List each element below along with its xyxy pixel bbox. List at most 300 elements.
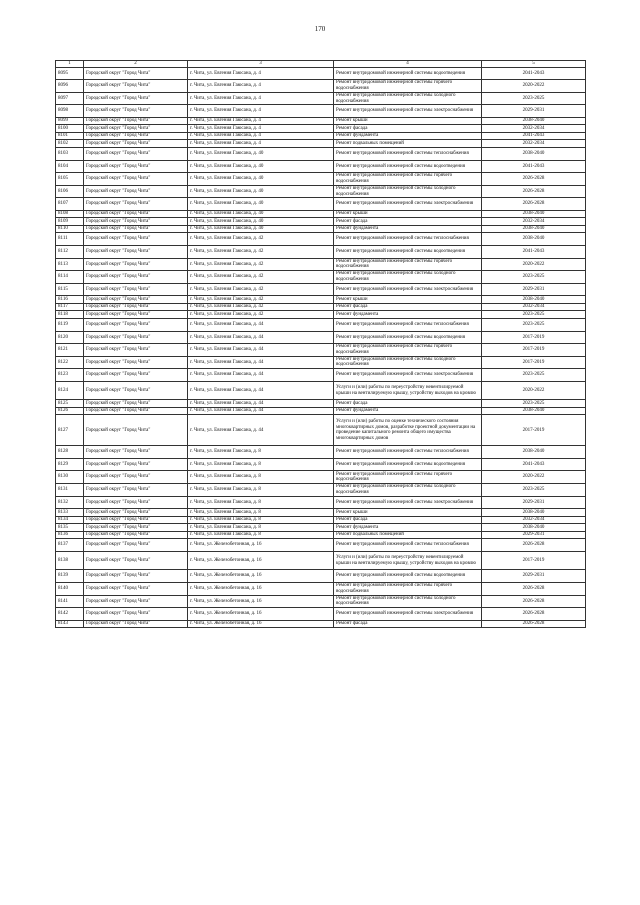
cell-work-type: Ремонт крыши: [334, 117, 482, 125]
cell-work-type: Ремонт внутридомовой инженерной системы горячего водоснабжения: [334, 471, 482, 484]
cell-address: г. Чита, ул. Евгения Гаюсана, д. 8: [188, 531, 334, 539]
table-row: [56, 381, 586, 400]
table-row: [56, 446, 586, 459]
cell-work-type: Ремонт внутридомовой инженерной системы водоотведения: [334, 331, 482, 344]
table-row: [56, 570, 586, 583]
cell-work-type: Ремонт внутридомовой инженерной системы теплоснабжения: [334, 539, 482, 552]
cell-period: 2026-2028: [482, 583, 586, 596]
cell-period: 2020-2022: [482, 80, 586, 93]
cell-period: 2026-2028: [482, 608, 586, 621]
cell-address: г. Чита, ул. Евгения Гаюсана, д. 44: [188, 400, 334, 408]
cell-municipality: Городской округ "Город Чита": [84, 484, 188, 497]
table-row: [56, 311, 586, 319]
cell-work-type: Ремонт фасада: [334, 125, 482, 133]
cell-period: 2026-2028: [482, 620, 586, 628]
table-row: [56, 531, 586, 539]
cell-municipality: Городской округ "Город Чита": [84, 407, 188, 415]
table-row: [56, 296, 586, 304]
table-row: [56, 173, 586, 186]
table-row: [56, 218, 586, 226]
cell-period: 2020-2022: [482, 381, 586, 400]
cell-work-type: Ремонт внутридомовой инженерной системы теплоснабжения: [334, 233, 482, 246]
cell-address: г. Чита, ул. Евгения Гаюсана, д. 8: [188, 458, 334, 471]
cell-municipality: Городской округ "Город Чита": [84, 356, 188, 369]
cell-address: г. Чита, ул. Евгения Гаюсана, д. 42: [188, 303, 334, 311]
cell-work-type: Ремонт фундамента: [334, 311, 482, 319]
table-row: [56, 160, 586, 173]
cell-address: г. Чита, ул. Евгения Гаюсана, д. 42: [188, 258, 334, 271]
header-col-1: 1: [56, 61, 84, 68]
cell-row-number: 8131: [56, 484, 84, 497]
table-body: [56, 61, 586, 628]
cell-municipality: Городской округ "Город Чита": [84, 67, 188, 80]
cell-period: 2023-2025: [482, 271, 586, 284]
cell-work-type: Ремонт внутридомовой инженерной системы холодного водоснабжения: [334, 185, 482, 198]
cell-row-number: 8123: [56, 369, 84, 382]
capital-repair-table: [55, 60, 586, 628]
cell-row-number: 8111: [56, 233, 84, 246]
cell-municipality: Городской округ "Город Чита": [84, 318, 188, 331]
cell-work-type: Ремонт подвальных помещений: [334, 140, 482, 148]
cell-period: 2029-2031: [482, 531, 586, 539]
cell-work-type: Ремонт фундамента: [334, 132, 482, 140]
table-row: [56, 318, 586, 331]
cell-row-number: 8127: [56, 415, 84, 446]
cell-row-number: 8128: [56, 446, 84, 459]
cell-period: 2026-2028: [482, 185, 586, 198]
table-row: [56, 80, 586, 93]
cell-period: 2023-2025: [482, 369, 586, 382]
cell-row-number: 8108: [56, 210, 84, 218]
cell-municipality: Городской округ "Город Чита": [84, 344, 188, 357]
cell-address: г. Чита, ул. Евгения Гаюсана, д. 44: [188, 381, 334, 400]
cell-address: г. Чита, ул. Железобетонная, д. 16: [188, 595, 334, 608]
cell-row-number: 8134: [56, 516, 84, 524]
cell-address: г. Чита, ул. Железобетонная, д. 16: [188, 608, 334, 621]
table-row: [56, 539, 586, 552]
cell-address: г. Чита, ул. Железобетонная, д. 16: [188, 620, 334, 628]
cell-municipality: Городской округ "Город Чита": [84, 185, 188, 198]
cell-municipality: Городской округ "Город Чита": [84, 608, 188, 621]
header-col-4: 4: [334, 61, 482, 68]
cell-municipality: Городской округ "Город Чита": [84, 381, 188, 400]
cell-municipality: Городской округ "Город Чита": [84, 210, 188, 218]
cell-period: 2038-2040: [482, 210, 586, 218]
cell-row-number: 8116: [56, 296, 84, 304]
cell-period: 2038-2040: [482, 147, 586, 160]
table-row: [56, 210, 586, 218]
cell-row-number: 8138: [56, 551, 84, 570]
cell-address: г. Чита, ул. Евгения Гаюсана, д. 44: [188, 344, 334, 357]
cell-work-type: Ремонт фасада: [334, 303, 482, 311]
cell-municipality: Городской округ "Город Чита": [84, 160, 188, 173]
table-row: [56, 595, 586, 608]
cell-address: г. Чита, ул. Евгения Гаюсана, д. 42: [188, 283, 334, 296]
cell-period: 2038-2040: [482, 233, 586, 246]
cell-row-number: 8098: [56, 105, 84, 118]
table-row: [56, 198, 586, 211]
cell-work-type: Ремонт внутридомовой инженерной системы водоотведения: [334, 246, 482, 259]
cell-address: г. Чита, ул. Железобетонная, д. 16: [188, 570, 334, 583]
cell-row-number: 8103: [56, 147, 84, 160]
table-row: [56, 92, 586, 105]
cell-address: г. Чита, ул. Евгения Гаюсана, д. 40: [188, 218, 334, 226]
cell-municipality: Городской округ "Город Чита": [84, 296, 188, 304]
cell-row-number: 8129: [56, 458, 84, 471]
table-row: [56, 125, 586, 133]
cell-municipality: Городской округ "Город Чита": [84, 400, 188, 408]
cell-work-type: Услуги и (или) работы по переустройству невентилируемой крыши на вентилируемую крышу, устройству выходов на кровлю: [334, 381, 482, 400]
cell-municipality: Городской округ "Город Чита": [84, 415, 188, 446]
cell-period: 2029-2031: [482, 105, 586, 118]
cell-municipality: Городской округ "Город Чита": [84, 283, 188, 296]
cell-municipality: Городской округ "Город Чита": [84, 140, 188, 148]
cell-municipality: Городской округ "Город Чита": [84, 105, 188, 118]
cell-row-number: 8106: [56, 185, 84, 198]
cell-work-type: Ремонт внутридомовой инженерной системы горячего водоснабжения: [334, 173, 482, 186]
cell-work-type: Ремонт крыши: [334, 210, 482, 218]
cell-address: г. Чита, ул. Евгения Гаюсана, д. 8: [188, 516, 334, 524]
cell-period: 2041-2043: [482, 132, 586, 140]
cell-address: г. Чита, ул. Железобетонная, д. 16: [188, 583, 334, 596]
cell-municipality: Городской округ "Город Чита": [84, 524, 188, 532]
cell-address: г. Чита, ул. Евгения Гаюсана, д. 40: [188, 173, 334, 186]
table-row: [56, 303, 586, 311]
cell-period: 2038-2040: [482, 225, 586, 233]
cell-row-number: 8096: [56, 80, 84, 93]
cell-period: 2017-2019: [482, 415, 586, 446]
cell-work-type: Ремонт внутридомовой инженерной системы теплоснабжения: [334, 318, 482, 331]
cell-address: г. Чита, ул. Евгения Гаюсана, д. 4: [188, 117, 334, 125]
cell-row-number: 8139: [56, 570, 84, 583]
cell-work-type: Ремонт внутридомовой инженерной системы электроснабжения: [334, 369, 482, 382]
cell-row-number: 8142: [56, 608, 84, 621]
cell-row-number: 8105: [56, 173, 84, 186]
cell-work-type: Ремонт внутридомовой инженерной системы теплоснабжения: [334, 147, 482, 160]
table-row: [56, 140, 586, 148]
cell-address: г. Чита, ул. Евгения Гаюсана, д. 44: [188, 415, 334, 446]
cell-row-number: 8101: [56, 132, 84, 140]
table-row: [56, 185, 586, 198]
cell-address: г. Чита, ул. Евгения Гаюсана, д. 8: [188, 496, 334, 509]
cell-address: г. Чита, ул. Железобетонная, д. 16: [188, 539, 334, 552]
cell-row-number: 8110: [56, 225, 84, 233]
cell-municipality: Городской округ "Город Чита": [84, 132, 188, 140]
cell-period: 2032-2034: [482, 125, 586, 133]
cell-row-number: 8122: [56, 356, 84, 369]
cell-work-type: Ремонт внутридомовой инженерной системы теплоснабжения: [334, 446, 482, 459]
cell-row-number: 8112: [56, 246, 84, 259]
cell-address: г. Чита, ул. Евгения Гаюсана, д. 42: [188, 246, 334, 259]
table-row: [56, 471, 586, 484]
cell-municipality: Городской округ "Город Чита": [84, 80, 188, 93]
table-row: [56, 407, 586, 415]
cell-row-number: 8121: [56, 344, 84, 357]
cell-row-number: 8143: [56, 620, 84, 628]
cell-row-number: 8114: [56, 271, 84, 284]
cell-municipality: Городской округ "Город Чита": [84, 258, 188, 271]
cell-municipality: Городской округ "Город Чита": [84, 117, 188, 125]
cell-address: г. Чита, ул. Евгения Гаюсана, д. 44: [188, 331, 334, 344]
cell-municipality: Городской округ "Город Чита": [84, 595, 188, 608]
cell-municipality: Городской округ "Город Чита": [84, 583, 188, 596]
cell-work-type: Ремонт крыши: [334, 509, 482, 517]
table-row: [56, 369, 586, 382]
cell-work-type: Ремонт внутридомовой инженерной системы водоотведения: [334, 67, 482, 80]
cell-municipality: Городской округ "Город Чита": [84, 496, 188, 509]
cell-period: 2023-2025: [482, 484, 586, 497]
cell-municipality: Городской округ "Город Чита": [84, 539, 188, 552]
cell-period: 2038-2040: [482, 296, 586, 304]
cell-address: г. Чита, ул. Евгения Гаюсана, д. 44: [188, 369, 334, 382]
cell-period: 2023-2025: [482, 311, 586, 319]
cell-address: г. Чита, ул. Евгения Гаюсана, д. 8: [188, 446, 334, 459]
cell-row-number: 8104: [56, 160, 84, 173]
table-row: [56, 415, 586, 446]
cell-period: 2020-2022: [482, 471, 586, 484]
cell-address: г. Чита, ул. Евгения Гаюсана, д. 44: [188, 407, 334, 415]
cell-work-type: Ремонт внутридомовой инженерной системы холодного водоснабжения: [334, 356, 482, 369]
table-row: [56, 132, 586, 140]
cell-municipality: Городской округ "Город Чита": [84, 198, 188, 211]
cell-address: г. Чита, ул. Евгения Гаюсана, д. 42: [188, 233, 334, 246]
header-col-2: 2: [84, 61, 188, 68]
cell-address: г. Чита, ул. Евгения Гаюсана, д. 42: [188, 296, 334, 304]
cell-row-number: 8102: [56, 140, 84, 148]
cell-period: 2023-2025: [482, 318, 586, 331]
table-row: [56, 225, 586, 233]
cell-address: г. Чита, ул. Евгения Гаюсана, д. 4: [188, 125, 334, 133]
cell-work-type: Услуги и (или) работы по переустройству невентилируемой крыши на вентилируемую крышу, устройству выходов на кровлю: [334, 551, 482, 570]
cell-period: 2023-2025: [482, 92, 586, 105]
cell-work-type: Ремонт фасада: [334, 516, 482, 524]
cell-row-number: 8100: [56, 125, 84, 133]
table-row: [56, 524, 586, 532]
cell-municipality: Городской округ "Город Чита": [84, 311, 188, 319]
cell-row-number: 8118: [56, 311, 84, 319]
cell-address: г. Чита, ул. Евгения Гаюсана, д. 44: [188, 356, 334, 369]
cell-work-type: Ремонт внутридомовой инженерной системы горячего водоснабжения: [334, 583, 482, 596]
cell-address: г. Чита, ул. Евгения Гаюсана, д. 40: [188, 198, 334, 211]
cell-row-number: 8097: [56, 92, 84, 105]
cell-row-number: 8115: [56, 283, 84, 296]
cell-municipality: Городской округ "Город Чита": [84, 125, 188, 133]
table-row: [56, 516, 586, 524]
cell-address: г. Чита, ул. Евгения Гаюсана, д. 4: [188, 132, 334, 140]
cell-period: 2026-2028: [482, 173, 586, 186]
cell-row-number: 8135: [56, 524, 84, 532]
cell-work-type: Ремонт внутридомовой инженерной системы холодного водоснабжения: [334, 92, 482, 105]
cell-work-type: Ремонт внутридомовой инженерной системы холодного водоснабжения: [334, 271, 482, 284]
cell-work-type: Ремонт внутридомовой инженерной системы водоотведения: [334, 570, 482, 583]
cell-municipality: Городской округ "Город Чита": [84, 173, 188, 186]
cell-municipality: Городской округ "Город Чита": [84, 551, 188, 570]
cell-period: 2032-2034: [482, 303, 586, 311]
cell-municipality: Городской округ "Город Чита": [84, 369, 188, 382]
cell-municipality: Городской округ "Город Чита": [84, 471, 188, 484]
cell-work-type: Ремонт фундамента: [334, 407, 482, 415]
cell-address: г. Чита, ул. Евгения Гаюсана, д. 8: [188, 471, 334, 484]
cell-work-type: Ремонт фундамента: [334, 225, 482, 233]
cell-municipality: Городской округ "Город Чита": [84, 233, 188, 246]
cell-period: 2041-2043: [482, 246, 586, 259]
cell-row-number: 8136: [56, 531, 84, 539]
table-row: [56, 246, 586, 259]
cell-work-type: Ремонт крыши: [334, 296, 482, 304]
cell-work-type: Ремонт внутридомовой инженерной системы электроснабжения: [334, 105, 482, 118]
header-col-3: 3: [188, 61, 334, 68]
table-row: [56, 331, 586, 344]
header-col-5: 5: [482, 61, 586, 68]
cell-municipality: Городской округ "Город Чита": [84, 225, 188, 233]
cell-work-type: Ремонт внутридомовой инженерной системы электроснабжения: [334, 283, 482, 296]
table-row: [56, 583, 586, 596]
cell-municipality: Городской округ "Город Чита": [84, 570, 188, 583]
table-row: [56, 117, 586, 125]
table-row: [56, 484, 586, 497]
cell-address: г. Чита, ул. Евгения Гаюсана, д. 44: [188, 318, 334, 331]
cell-period: 2017-2019: [482, 551, 586, 570]
table-row: [56, 147, 586, 160]
cell-row-number: 8107: [56, 198, 84, 211]
cell-address: г. Чита, ул. Евгения Гаюсана, д. 42: [188, 271, 334, 284]
cell-period: 2038-2040: [482, 117, 586, 125]
table-row: [56, 509, 586, 517]
cell-work-type: Ремонт внутридомовой инженерной системы электроснабжения: [334, 198, 482, 211]
cell-work-type: Ремонт внутридомовой инженерной системы холодного водоснабжения: [334, 595, 482, 608]
cell-period: 2041-2043: [482, 160, 586, 173]
cell-row-number: 8140: [56, 583, 84, 596]
table-header-row: [56, 61, 586, 68]
cell-period: 2038-2040: [482, 524, 586, 532]
cell-row-number: 8137: [56, 539, 84, 552]
cell-row-number: 8117: [56, 303, 84, 311]
table-row: [56, 458, 586, 471]
cell-address: г. Чита, ул. Евгения Гаюсана, д. 4: [188, 80, 334, 93]
cell-row-number: 8119: [56, 318, 84, 331]
cell-address: г. Чита, ул. Евгения Гаюсана, д. 4: [188, 67, 334, 80]
cell-row-number: 8141: [56, 595, 84, 608]
table-row: [56, 608, 586, 621]
cell-municipality: Городской округ "Город Чита": [84, 509, 188, 517]
cell-period: 2041-2043: [482, 67, 586, 80]
cell-address: г. Чита, ул. Евгения Гаюсана, д. 40: [188, 147, 334, 160]
cell-period: 2023-2025: [482, 400, 586, 408]
cell-period: 2038-2040: [482, 446, 586, 459]
table-row: [56, 67, 586, 80]
cell-work-type: Ремонт внутридомовой инженерной системы электроснабжения: [334, 496, 482, 509]
table-row: [56, 258, 586, 271]
cell-work-type: Ремонт внутридомовой инженерной системы водоотведения: [334, 160, 482, 173]
cell-period: 2032-2034: [482, 140, 586, 148]
table-row: [56, 620, 586, 628]
cell-row-number: 8132: [56, 496, 84, 509]
cell-work-type: Ремонт внутридомовой инженерной системы горячего водоснабжения: [334, 258, 482, 271]
cell-address: г. Чита, ул. Евгения Гаюсана, д. 40: [188, 185, 334, 198]
table-row: [56, 551, 586, 570]
table-row: [56, 496, 586, 509]
cell-period: 2029-2031: [482, 496, 586, 509]
cell-work-type: Ремонт внутридомовой инженерной системы холодного водоснабжения: [334, 484, 482, 497]
cell-period: 2026-2028: [482, 539, 586, 552]
table-row: [56, 356, 586, 369]
cell-municipality: Городской округ "Город Чита": [84, 331, 188, 344]
cell-municipality: Городской округ "Город Чита": [84, 446, 188, 459]
cell-municipality: Городской округ "Город Чита": [84, 271, 188, 284]
cell-address: г. Чита, ул. Евгения Гаюсана, д. 8: [188, 484, 334, 497]
cell-work-type: Ремонт внутридомовой инженерной системы горячего водоснабжения: [334, 80, 482, 93]
cell-period: 2032-2034: [482, 516, 586, 524]
cell-row-number: 8095: [56, 67, 84, 80]
cell-municipality: Городской округ "Город Чита": [84, 92, 188, 105]
cell-municipality: Городской округ "Город Чита": [84, 246, 188, 259]
cell-address: г. Чита, ул. Евгения Гаюсана, д. 4: [188, 92, 334, 105]
cell-address: г. Чита, ул. Евгения Гаюсана, д. 42: [188, 311, 334, 319]
cell-row-number: 8113: [56, 258, 84, 271]
cell-municipality: Городской округ "Город Чита": [84, 458, 188, 471]
cell-work-type: Ремонт фасада: [334, 400, 482, 408]
table-row: [56, 283, 586, 296]
cell-row-number: 8125: [56, 400, 84, 408]
cell-period: 2017-2019: [482, 344, 586, 357]
table-row: [56, 344, 586, 357]
cell-work-type: Ремонт фасада: [334, 620, 482, 628]
cell-period: 2017-2019: [482, 356, 586, 369]
cell-row-number: 8130: [56, 471, 84, 484]
cell-period: 2032-2034: [482, 218, 586, 226]
cell-address: г. Чита, ул. Евгения Гаюсана, д. 40: [188, 210, 334, 218]
cell-address: г. Чита, ул. Евгения Гаюсана, д. 4: [188, 140, 334, 148]
cell-row-number: 8099: [56, 117, 84, 125]
table-row: [56, 400, 586, 408]
cell-period: 2041-2043: [482, 458, 586, 471]
cell-municipality: Городской округ "Город Чита": [84, 147, 188, 160]
cell-address: г. Чита, ул. Железобетонная, д. 16: [188, 551, 334, 570]
cell-period: 2038-2040: [482, 509, 586, 517]
cell-work-type: Ремонт фасада: [334, 218, 482, 226]
cell-row-number: 8126: [56, 407, 84, 415]
cell-period: 2038-2040: [482, 407, 586, 415]
cell-work-type: Ремонт внутридомовой инженерной системы водоотведения: [334, 458, 482, 471]
cell-address: г. Чита, ул. Евгения Гаюсана, д. 40: [188, 225, 334, 233]
cell-period: 2029-2031: [482, 570, 586, 583]
cell-period: 2017-2019: [482, 331, 586, 344]
cell-row-number: 8133: [56, 509, 84, 517]
cell-address: г. Чита, ул. Евгения Гаюсана, д. 40: [188, 160, 334, 173]
cell-period: 2026-2028: [482, 198, 586, 211]
table-row: [56, 271, 586, 284]
cell-municipality: Городской округ "Город Чита": [84, 218, 188, 226]
cell-work-type: Услуги и (или) работы по оценке технического состояния многоквартирных домов, разработке проектной документации на проведение капитального ремонта общего имущества многоквартирных домов: [334, 415, 482, 446]
cell-municipality: Городской округ "Город Чита": [84, 620, 188, 628]
cell-row-number: 8124: [56, 381, 84, 400]
table-row: [56, 233, 586, 246]
cell-work-type: Ремонт внутридомовой инженерной системы электроснабжения: [334, 608, 482, 621]
cell-municipality: Городской округ "Город Чита": [84, 531, 188, 539]
cell-period: 2026-2028: [482, 595, 586, 608]
cell-period: 2020-2022: [482, 258, 586, 271]
page-number: 170: [314, 25, 326, 33]
cell-work-type: Ремонт фундамента: [334, 524, 482, 532]
cell-row-number: 8120: [56, 331, 84, 344]
cell-address: г. Чита, ул. Евгения Гаюсана, д. 8: [188, 524, 334, 532]
table-row: [56, 105, 586, 118]
cell-work-type: Ремонт внутридомовой инженерной системы горячего водоснабжения: [334, 344, 482, 357]
cell-address: г. Чита, ул. Евгения Гаюсана, д. 4: [188, 105, 334, 118]
cell-municipality: Городской округ "Город Чита": [84, 516, 188, 524]
cell-row-number: 8109: [56, 218, 84, 226]
cell-work-type: Ремонт подвальных помещений: [334, 531, 482, 539]
